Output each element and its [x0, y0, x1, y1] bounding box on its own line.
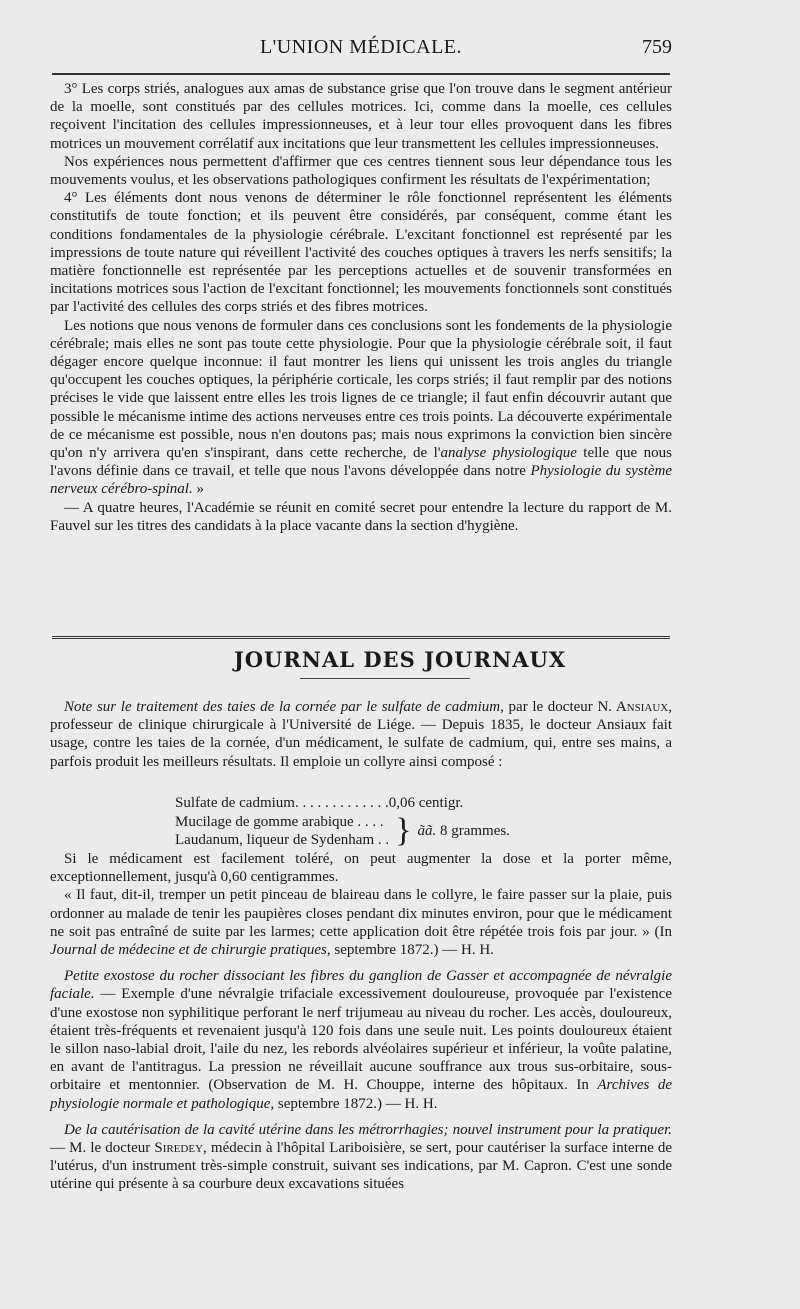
brace: } — [395, 812, 412, 849]
section-title: JOURNAL DES JOURNAUX — [233, 647, 567, 672]
paragraph: De la cautérisation de la cavité utérine dans les métrorrhagies; nouvel instrument pour la pratiquer. — M. le docteur Siredey, médecin à l'hôpital Lariboisière, se sert, pour cautériser la surface interne de l'utérus, d'un instrument très-simple construit, suivant ses indications, par M. Capron. C'est une sonde utérine qui présente à sa courbure deux excavations situées — [50, 1121, 672, 1193]
recipe-line: Laudanum, liqueur de Sydenham . . — [175, 832, 390, 848]
paragraph: Nos expériences nous permettent d'affirmer que ces centres tiennent sous leur dépendance tous les mouvements voulus, et les observations pathologiques confirment les résultats de l'expérimentation; — [50, 153, 672, 189]
paragraph: 4° Les éléments dont nous venons de déterminer le rôle fonctionnel représentent les éléments constitutifs de toute fonction; et ils peuvent être considérés, par conséquent, comme étant les conditions fondamentales de la physiologie cérébrale. L'excitant fonctionnel est représenté par les impressions de toute nature qui réveillent l'activité des couches optiques à travers les nerfs sensitifs; la matière fonctionnelle est représentée par les perceptions actuelles et de souvenir transformées en incitations motrices sous l'action de l'excitant fonctionnel; les mouvements fonctionnels sont constitués par l'activité des cellules des corps striés et des fibres motrices. — [50, 190, 672, 316]
running-title: L'UNION MÉDICALE. — [259, 36, 463, 58]
recipe-line: Sulfate de cadmium. . . . . . . . . . . . . 0,06 centigr. — [175, 795, 464, 811]
page-number: 759 — [642, 36, 672, 58]
header-rule — [52, 73, 670, 75]
paragraph: Petite exostose du rocher dissociant les fibres du ganglion de Gasser et accompagnée de névralgie faciale. — Exemple d'une névralgie trifaciale excessivement douloureuse, provoquée par l'existence d'une exostose non syphilitique perforant le nerf trijumeau au niveau du rocher. Les accès, douloureux, étaient très-fréquents et revenaient jusqu'à 120 fois dans une seule nuit. Les points douloureux étaient le sillon naso-labial droit, l'aile du nez, les rebords alvéolaires supérieur et inférieur, la voûte palatine, en avant de l'antitragus. La pression ne réveillait aucune souffrance aux trous sus-orbitaire, sous-orbitaire et mentonnier. (Observation de M. H. Chouppe, interne des hôpitaux. In Archives de physiologie normale et pathologique, septembre 1872.) — H. H. — [50, 968, 672, 1112]
section-title-underline — [300, 678, 470, 679]
paragraph: Les notions que nous venons de formuler dans ces conclusions sont les fondements de la physiologie cérébrale; mais elles ne sont pas toute cette physiologie. Pour que la physiologie cérébrale soit, il faut dégager encore quelque inconnue: il faut montrer les liens qui unissent les trois angles du triangle qu'occupent les couches optiques, la périphérie corticale, les corps striés; il faut remplir par des notions précises le vide que laissent entre elles les trois lignes de ce triangle; il faut enfin découvrir autant que possible le mécanisme intime des actions nerveuses entre ces trois points. La découverte expérimentale de ce mécanisme est possible, nous n'en doutons pas; mais nous exprimons la conviction bien sincère qu'on n'y arrivera qu'en s'inspirant, dans cette recherche, de l'analyse physiologique telle que nous l'avons définie dans ce travail, et telle que nous l'avons développée dans notre Physiologie du système nerveux cérébro-spinal. » — [50, 317, 672, 498]
paragraph: 3° Les corps striés, analogues aux amas de substance grise que l'on trouve dans le segment antérieur de la moelle, sont constitués par des cellules motrices. Ici, comme dans la moelle, ces cellules reçoivent l'incitation des cellules impressionneuses, et à leur tour elles provoquent dans les fibres motrices un mouvement corrélatif aux incitations que leur transmettent les cellules impressionneuses. — [50, 81, 672, 152]
article-body-part-2b — [50, 850, 672, 1194]
paragraph: — A quatre heures, l'Académie se réunit en comité secret pour entendre la lecture du rapport de M. Fauvel sur les titres des candidats à la place vacante dans la section d'hygiène. — [50, 499, 672, 534]
paragraph: « Il faut, dit-il, tremper un petit pinceau de blaireau dans le collyre, le faire passer sur la plaie, puis ordonner au malade de tenir les paupières closes pendant dix minutes environ, pour que le médicament ne soit pas entraîné de suite par les larmes; cette application doit être répétée trois fois par jour. » (In Journal de médecine et de chirurgie pratiques, septembre 1872.) — H. H. — [50, 887, 672, 959]
paragraph: Si le médicament est facilement toléré, on peut augmenter la dose et la porter même, exceptionnellement, jusqu'à 0,60 centigrammes. — [50, 851, 672, 886]
recipe-line: Mucilage de gomme arabique . . . . — [175, 814, 384, 830]
recipe-group: Mucilage de gomme arabique . . . . Laudanum, liqueur de Sydenham . . } ãã. 8 grammes. — [175, 812, 510, 849]
prescription-formula — [175, 794, 595, 849]
article-body-part-1 — [50, 80, 672, 535]
paragraph: Note sur le traitement des taies de la cornée par le sulfate de cadmium, par le docteur N. Ansiaux, professeur de clinique chirurgicale à l'Université de Liége. — Depuis 1835, le docteur Ansiaux fait usage, contre les taies de la cornée, d'un médicament, le sulfate de cadmium, qui, entre ses mains, a parfois produit les meilleurs résultats. Il emploie un collyre ainsi composé : — [50, 699, 672, 770]
article-body-part-2a — [50, 698, 672, 771]
section-divider — [52, 636, 670, 639]
page-header — [50, 32, 672, 62]
